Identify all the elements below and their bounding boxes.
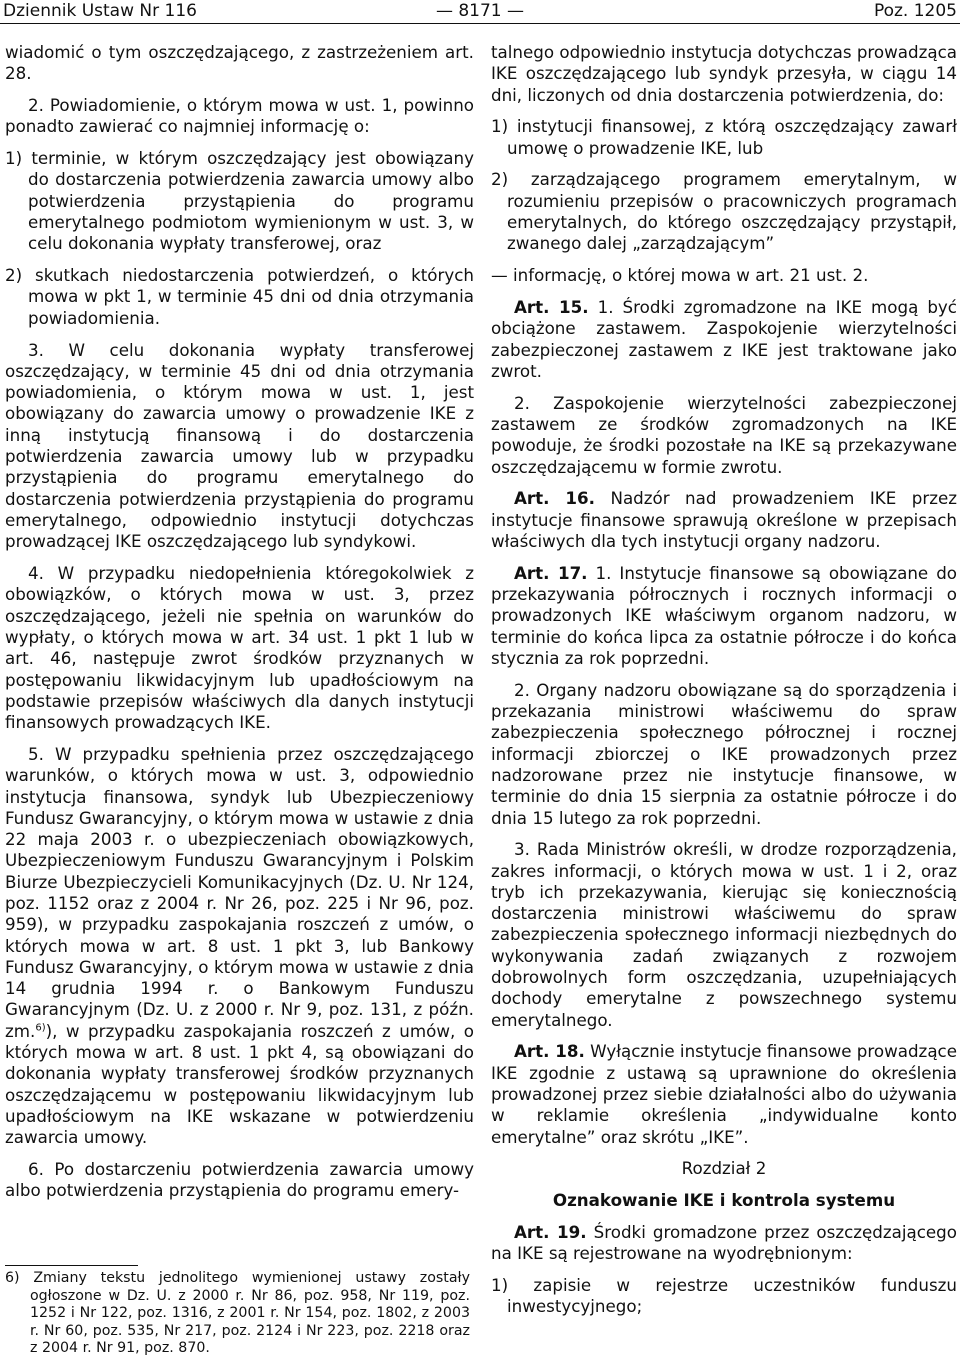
paragraph: 3. W celu dokonania wypłaty transferowej oszczędzający, w terminie 45 dni od dnia otrzymania powiadomienia, o którym mowa w ust. 1, jest obowiązany do zawarcia umowy o prowadzenie IKE z inną instytucją finansową i do dostarczenia potwierdzenia zawarcia umowy lub w przypadku przystąpienia do programu emerytalnego do dostarczenia potwierdzenia przystąpienia do programu emerytalnego, odpowiednio instytucji dotychczas prowadzącej IKE oszczędzającego lub syndykowi. <box>5 339 474 552</box>
footnote <box>5 1270 470 1358</box>
paragraph-text: 5. W przypadku spełnienia przez oszczędzającego warunków, o których mowa w ust. 3, odpowiednio instytucja finansowa, syndyk lub Ubezpieczeniowy Fundusz Gwarancyjny, o którym mowa w ustawie z dnia 22 maja 2003 r. o ubezpieczeniach obowiązkowych, Ubezpieczeniowym Funduszu Gwarancyjnym i Polskim Biurze Ubezpieczycieli Komunikacyjnych (Dz. U. Nr 124, poz. 1152 oraz z 2004 r. Nr 26, poz. 225 i Nr 96, poz. 959), w przypadku zaspokajania roszczeń z umów, o których mowa w art. 8 ust. 1 pkt 3, lub Bankowy Fundusz Gwarancyjny, o którym mowa w ustawie z dnia 14 grudnia 1994 r. o Bankowym Funduszu Gwarancyjnym (Dz. U. z 2000 r. Nr 9, poz. 131, z późn. zm. <box>5 743 474 1041</box>
paragraph: 2. Organy nadzoru obowiązane są do sporządzenia i przekazania ministrowi właściwemu do spraw zabezpieczenia społecznego półrocznej i rocznej informacji zbiorczej o IKE prowadzonych przez nadzorowane przez nie instytucje finansowe, w terminie do dnia 15 sierpnia za ostatnie półrocze i do dnia 15 lutego za rok poprzedni. <box>491 679 957 828</box>
article-label: Art. 15. <box>514 296 589 317</box>
list-item: 1) instytucji finansowej, z którą oszczędzający zawarł umowę o prowadzenie IKE, lub <box>491 116 957 158</box>
chapter-number: Rozdział 2 <box>681 1158 767 1179</box>
article-text: Nadzór nad prowadzeniem IKE przez instytucje finansowe sprawują określone w przepisach właściwych dla tych instytucji organy nadzoru. <box>491 488 957 551</box>
paragraph: 2. Powiadomienie, o którym mowa w ust. 1, powinno ponadto zawierać co najmniej informację o: <box>5 95 474 137</box>
paragraph <box>5 744 474 1149</box>
list-item: 1) terminie, w którym oszczędzający jest obowiązany do dostarczenia potwierdzenia zawarcia umowy albo potwierdzenia przystąpienia do programu emerytalnego podmiotom wymienionym w ust. 3, w celu dokonania wypłaty transferowej, oraz <box>5 148 474 254</box>
article-15 <box>491 297 957 382</box>
article-text: 1. Instytucje finansowe są obowiązane do przekazywania półrocznych i rocznych informacji o prowadzonych IKE właściwym organom nadzoru, w terminie do końca lipca za ostatnie półrocze i do końca stycznia za rok poprzedni. <box>491 562 957 668</box>
paragraph: 2. Zaspokojenie wierzytelności zabezpieczonej zastawem ze środków zgromadzonych na IKE powoduje, że środki pozostałe na IKE są przekazywane oszczędzającemu w formie zwrotu. <box>491 392 957 477</box>
footnote-text: 6) Zmiany tekstu jednolitego wymienionej ustawy zostały ogłoszone w Dz. U. z 2000 r. Nr 86, poz. 958, Nr 119, poz. 1252 i Nr 122, poz. 1316, z 2001 r. Nr 154, poz. 1802, z 2003 r. Nr 60, poz. 535, Nr 217, poz. 2124 i Nr 223, poz. 2218 oraz z 2004 r. Nr 91, poz. 870. <box>5 1270 470 1357</box>
list-item: 2) zarządzającego programem emerytalnym, w rozumieniu przepisów o pracowniczych programach emerytalnych, do którego oszczędzający przystąpił, zwanego dalej „zarządzającym” <box>491 169 957 254</box>
article-text: Środki gromadzone przez oszczędzającego na IKE są rejestrowane na wyodrębnionym: <box>491 1222 957 1264</box>
list-item: 1) zapisie w rejestrze uczestników funduszu inwestycyjnego; <box>491 1275 957 1317</box>
chapter-title: Oznakowanie IKE i kontrola systemu <box>552 1190 896 1211</box>
article-16 <box>491 488 957 552</box>
article-18 <box>491 1041 957 1147</box>
position-number: Poz. 1205 <box>873 1 957 21</box>
article-19 <box>491 1222 957 1265</box>
paragraph: talnego odpowiednio instytucja dotychczas prowadząca IKE oszczędzającego lub syndyk przesyła, w ciągu 14 dni, liczonych od dnia dostarczenia potwierdzenia, do: <box>491 42 957 105</box>
page-header <box>0 0 960 24</box>
footnote-ref: 6) <box>35 1022 46 1034</box>
paragraph: — informację, o której mowa w art. 21 ust. 2. <box>491 265 869 286</box>
paragraph: 4. W przypadku niedopełnienia któregokolwiek z obowiązków, o których mowa w ust. 3, przez oszczędzającego, jeżeli nie spełnia on warunków do wypłaty, o których mowa w art. 34 ust. 1 pkt 1 lub w art. 46, następuje zwrot środków przyznanych w postępowaniu likwidacyjnym lub upadłościowym na podstawie przepisów właściwych dla danych instytucji finansowych prowadzących IKE. <box>5 563 474 733</box>
article-label: Art. 16. <box>514 488 595 509</box>
footnote-rule <box>5 1265 138 1266</box>
paragraph: 3. Rada Ministrów określi, w drodze rozporządzenia, zakres informacji, o których mowa w ust. 1 i 2, oraz tryb ich przekazywania, kierując się koniecznością dostarczenia ministrowi właściwemu do spraw zabezpieczenia społecznego informacji niezbędnych do wykonywania zadań związanych z rozwojem dobrowolnych form oszczędzania, uzupełniających dochody emerytalne z powszechnego systemu emerytalnego. <box>491 839 957 1030</box>
article-text: Wyłącznie instytucje finansowe prowadzące IKE zgodnie z ustawą są uprawnione do określenia prowadzonej przez siebie działalności albo do używania w reklamie określenia „indywidualne konto emerytalne” oraz skrótu „IKE”. <box>491 1041 957 1147</box>
article-label: Art. 18. <box>514 1041 585 1062</box>
article-label: Art. 19. <box>514 1222 587 1243</box>
paragraph: 6. Po dostarczeniu potwierdzenia zawarcia umowy albo potwierdzenia przystąpienia do programu emery- <box>5 1159 474 1201</box>
article-17 <box>491 563 957 669</box>
article-text: 1. Środki zgromadzone na IKE mogą być obciążone zastawem. Zaspokojenie wierzytelności zabezpieczonej zastawem z IKE jest traktowane jako zwrot. <box>491 296 957 381</box>
list-item: 2) skutkach niedostarczenia potwierdzeń, o których mowa w pkt 1, w terminie 45 dni od dnia otrzymania powiadomienia. <box>5 265 474 328</box>
journal-title: Dziennik Ustaw Nr 116 <box>3 1 197 21</box>
paragraph-text: ), w przypadku zaspokajania roszczeń z umów, o których mowa w art. 8 ust. 1 pkt 4, są obowiązani do dokonania wypłaty transferowej środków przyznanych oszczędzającemu w postępowaniu likwidacyjnym lub upadłościowym na IKE wskazane w potwierdzeniu zawarcia umowy. <box>5 1020 474 1148</box>
paragraph: wiadomić o tym oszczędzającego, z zastrzeżeniem art. 28. <box>5 42 474 84</box>
right-column <box>491 42 957 1328</box>
header-rule <box>0 23 960 24</box>
article-label: Art. 17. <box>514 562 588 583</box>
page-number: — 8171 — <box>435 1 525 21</box>
left-column <box>5 42 474 1212</box>
